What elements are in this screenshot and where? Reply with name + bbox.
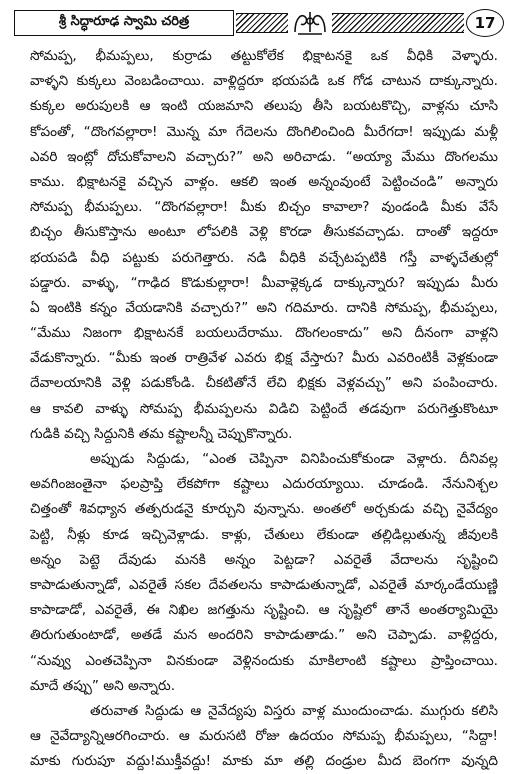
body-text (30, 44, 498, 774)
text-line: పెట్టి, నీళ్లు కూడ ఇచ్చివెళ్లాడు. కాళ్లు, చేతులు లేకుండా తల్లిడిల్లుతున్న జీవులకి (30, 526, 498, 543)
text-line: అప్పుడు సిద్దుడు, “ఎంత చెప్పినా వినిపించుకోకుండా వెళ్లారు. దీనివల్ల (90, 451, 498, 467)
text-line: ఆ నైవేద్యాన్నిఆరగించారు. ఆ మరుసటి రోజు ఉదయం సోమప్ప భీమప్పలు, “సిద్దా! (30, 728, 498, 745)
text-line: బిచ్చం తీసుకొస్తాను అంటూ లోపలికి వెళ్లి కొరడా తీసుకవచ్చాడు. దాంతో ఇద్దరూ (30, 224, 498, 241)
text-line: వాళ్ళని కుక్కలు వెంబడించాయి. వాళ్లిద్దరూ భయపడి ఒక గోడ చాటున దాక్కున్నారు. (30, 73, 498, 90)
text-line: ఆ కావలి వాళ్ళు సోమప్ప భీమప్పలను విడిచి పెట్టిందే తడవుగా పరుగెత్తుకొంటూ (30, 400, 498, 417)
running-title: శ్రీ సిద్ధారూఢ స్వామి చరిత్ర (58, 14, 190, 29)
text-line: కాపాడుతున్నాడో, ఎవరైతే సకల దేవతలను కాపాడుతున్నాడో, ఎవరైతే మార్కండేయుణ్ణి (30, 576, 498, 593)
text-line: మాదే తప్పు” అని అన్నారు. (30, 677, 176, 694)
text-line: ఏ ఇంటికి కన్నం వేయడానికి వచ్చారు?” అని గదిమారు. దానికి సోమప్ప, భీమప్పలు, (30, 299, 498, 316)
header-hatch-band-left (236, 13, 288, 33)
header-hatch-band-right (332, 13, 464, 33)
text-line: “మేము నిజంగా భిక్షాటనకే బయలుదేరాము. దొంగలంకాదు” అని దీనంగా వాళ్లని (30, 325, 498, 342)
text-line: చిత్తంతో శివధ్యాన తత్పరుడనై కూర్చుని వున్నాను. అంతలో అర్చకుడు వచ్చి నైవేద్యం (30, 501, 498, 518)
text-line: వేడుకొన్నారు. “మీకు ఇంత రాత్రివేళ ఎవరు భిక్ష వేస్తారు? మీరు ఎవరింటికీ వెళ్లకుండా (30, 350, 498, 367)
text-line: సోమప్ప, భీమప్పలు, కుర్రాడు తట్టుకోలేక భిక్షాటనకై ఒక వీధికి వెళ్ళారు. (30, 48, 498, 64)
text-line: గుడికి వచ్చి సిద్దునికి తమ కష్టాలన్నీ చెప్పుకొన్నారు. (30, 425, 293, 442)
text-line: పడ్డారు. వాళ్ళు, “గాఢిద కొడుకుల్లారా! మీవాళ్లెక్కడ దాక్కున్నారు? ఇప్పుడు మీరు (30, 274, 498, 291)
text-line: ఎవరి ఇంట్లో దోచుకోవాలని వచ్చారు?” అని అరిచాడు. “అయ్యా మేము దొంగలము (30, 148, 498, 165)
text-line: తిరుగుతుంటాడో, అతడే మన అందరిని కాపాడుతాడు.” అని చెప్పాడు. వాళ్లిద్దరు, (30, 627, 498, 644)
text-line: మాకు గురుపూ వద్దు!ముక్తీవద్దు! మాకు మా తల్లి దండ్రుల మీద బెంగగా వున్నది (30, 753, 498, 770)
text-line: అవగింజంతైనా ఫలప్రాప్తి లేకపోగా కష్టాలు ఎదురయ్యాయి. చూడండి. నేనునిశ్చల (30, 476, 498, 493)
page-number: 17 (466, 9, 504, 37)
text-line: దేవాలయానికి వెళ్లి పడుకోండి. చీకటితోనే లేచి భిక్షకు వెళ్లవచ్చు” అని పంపించారు. (30, 375, 498, 392)
running-title-box (14, 10, 234, 36)
text-line: కోపంతో, “దొంగవల్లారా! మొన్న మా గేదెలను దొంగిలించింది మీరేగదా! ఇప్పుడు మళ్లీ (30, 123, 498, 140)
text-line: సోమప్ప భీమప్పలు. “దొంగవల్లారా! మీకు బిచ్చం కావాలా? వుండండి మీకు వేసే (30, 199, 498, 216)
text-line: అన్నం పెట్టె దేవుడు మనకి అన్నం పెట్టడా? ఎవరైతే వేదాలను సృష్టించి (30, 551, 498, 568)
text-line: తరువాత సిద్దుడు ఆ నైవేద్యపు విస్తరు వాళ్ల ముందుంచాడు. ముగ్గురు కలిసి (90, 702, 498, 719)
page-header (14, 8, 504, 38)
text-line: కుక్కల అరుపులకి ఆ ఇంటి యజమాని తలుపు తీసి బయటకొచ్చి, వాళ్లను చూసి (30, 98, 498, 115)
text-line: భయపడి వీధి పట్టుకు పరుగెత్తారు. నడి వీధికి వచ్చేటప్పటికి గస్తీ వాళ్ళచేతుల్లో (30, 249, 498, 266)
text-line: “నువ్వు ఎంతచెప్పినా వినకుండా వెళ్లినందుకు మాకిలాంటి కష్టాలు ప్రాప్తించాయి. (30, 652, 498, 669)
ornament-icon (292, 8, 328, 36)
text-line: కాపాడాడో, ఎవరైతే, ఈ నిఖిల జగత్తును సృష్టించి. ఆ సృష్టిలో తానే అంతర్యామియై (30, 602, 498, 619)
text-line: కాము. భిక్షాటనకై వచ్చిన వాళ్లం. ఆకలి ఇంత అన్నంవుంటే పెట్టించండి” అన్నారు (30, 173, 498, 190)
